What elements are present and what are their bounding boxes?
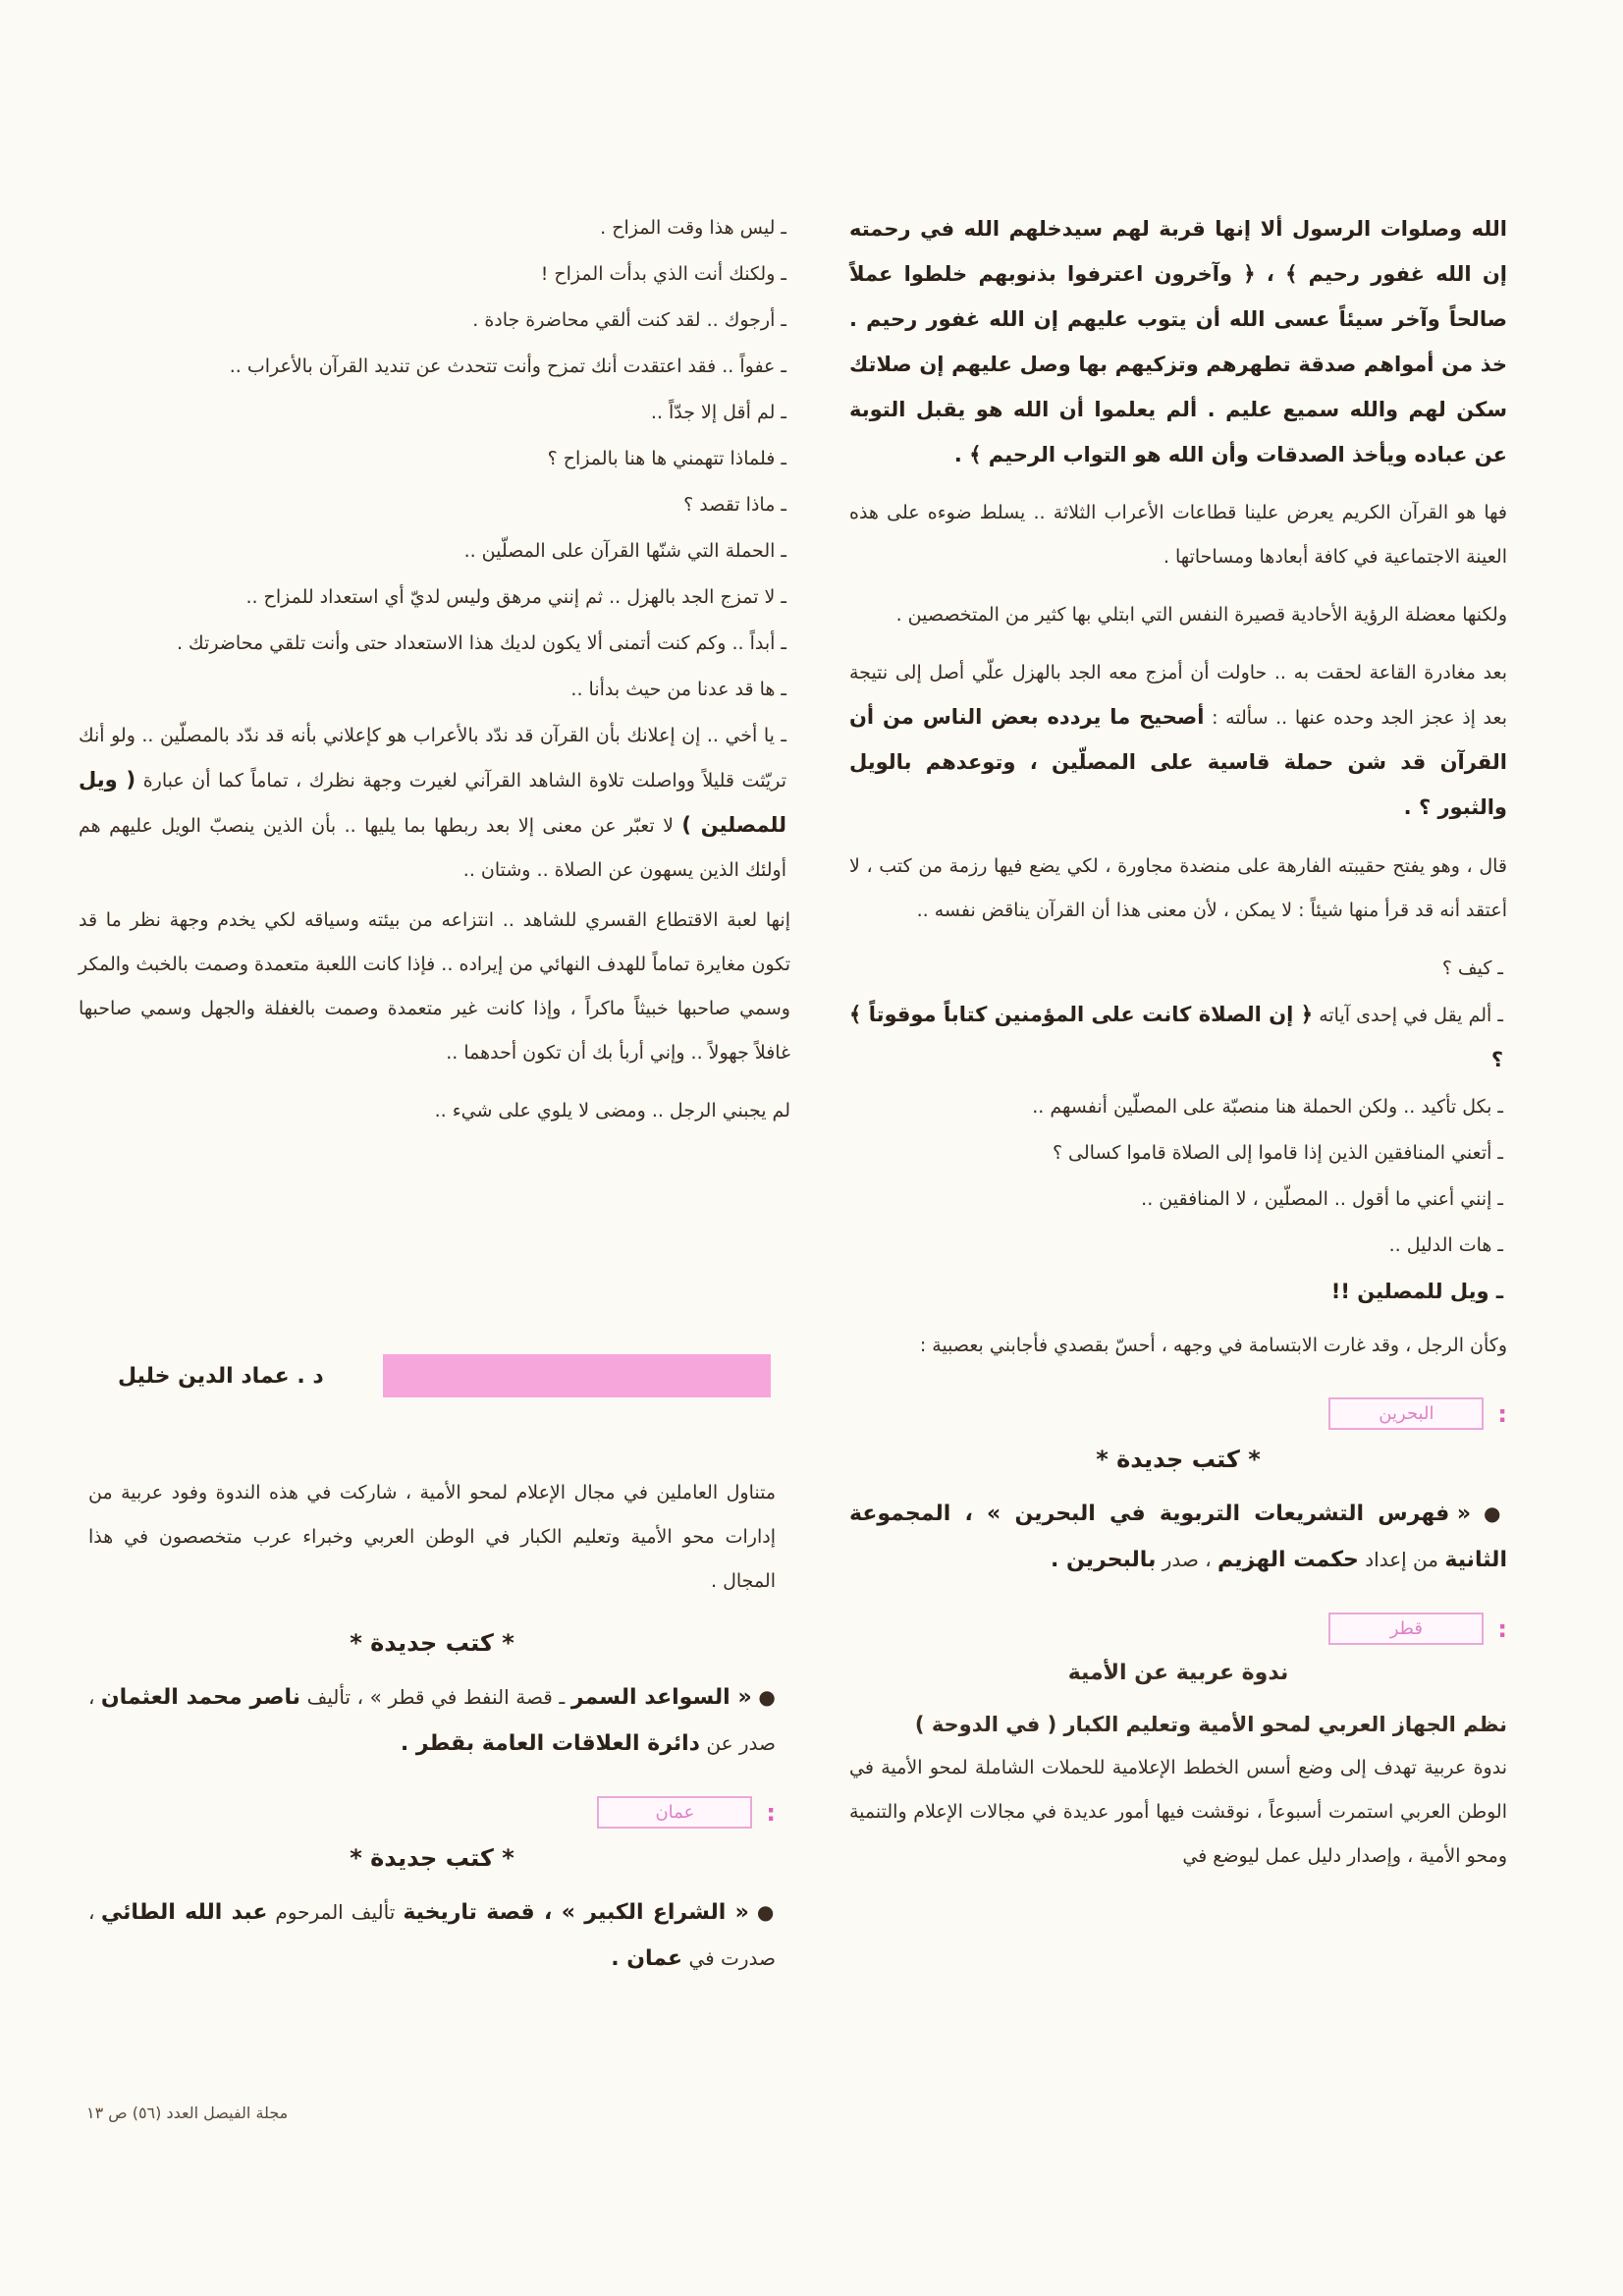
left-lower-column — [88, 1471, 776, 1999]
country-label: قطر — [1328, 1613, 1484, 1645]
bullet-icon: ● — [756, 1900, 777, 1924]
seminar-lead: نظم الجهاز العربي لمحو الأمية وتعليم الكبار ( في الدوحة ) — [914, 1713, 1507, 1736]
paragraph: إنها لعبة الاقتطاع القسري للشاهد .. انتزاعه من بيئته وسياقه لكي يخدم وجهة نظر ما قد تكون مغايرة تماماً للهدف النهائي من إيراده .. فإذا كانت اللعبة متعمدة وصمت بالخبث والمكر وسمي صاحبها خبيثاً ماكراً ، وإذا كانت غير متعمدة وصمت بالغفلة والجهل وسمي صاحبها غافلاً جهولاً .. وإني أربأ بك أن تكون أحدهما .. — [79, 909, 790, 1064]
paragraph: ندوة عربية تهدف إلى وضع أسس الخطط الإعلامية للحملات الشاملة لمحو الأمية في الوطن العربي استمرت أسبوعاً ، نوقشت فيها أمور عديدة في مجالات الإعلام والتنمية ومحو الأمية ، وإصدار دليل عمل ليوضع في — [849, 1757, 1507, 1867]
country-tag-qatar — [849, 1613, 1507, 1645]
dialogue-text: لا تعبّر عن معنى إلا بعد ربطها بما يليها .. بأن الذين ينصبّ الويل عليهم هم أولئك الذين يسهون عن الصلاة .. وشتان .. — [79, 815, 786, 881]
book-text: ـ قصة النفط في قطر » ، تأليف — [306, 1685, 566, 1709]
dialogue-line: ـ لم أقل إلا جدّاً .. — [650, 402, 786, 423]
dialogue-line: ـ إنني أعني ما أقول .. المصلّين ، لا المنافقين .. — [1141, 1188, 1503, 1210]
dialogue-line: ـ الحملة التي شنّها القرآن على المصلّين .. — [463, 540, 786, 562]
dialogue-line: ـ أتعني المنافقين الذين إذا قاموا إلى الصلاة قاموا كسالى ؟ — [1052, 1142, 1503, 1164]
colon-icon: : — [1497, 1614, 1507, 1643]
dialogue-line: ـ ويل للمصلين !! — [1330, 1280, 1503, 1303]
book-author: ناصر محمد العثمان — [100, 1685, 300, 1710]
book-author: عبد الله الطائي — [100, 1900, 268, 1925]
book-text: ، صدر — [1162, 1548, 1212, 1571]
book-entry — [849, 1491, 1507, 1583]
paragraph: وكأن الرجل ، وقد غارت الابتسامة في وجهه ، أحسّ بقصدي فأجابني بعصبية : — [919, 1335, 1507, 1356]
dialogue-line: ـ ماذا تقصد ؟ — [683, 494, 786, 516]
book-publisher: بالبحرين . — [1050, 1548, 1157, 1572]
dialogue-line: ـ بكل تأكيد .. ولكن الحملة هنا منصبّة على المصلّين أنفسهم .. — [1032, 1096, 1503, 1118]
dialogue-line: ـ ليس هذا وقت المزاح . — [600, 217, 786, 239]
bold-phrase: ( ويل للمصلين ) — [79, 768, 787, 837]
dialogue-line: ـ لا تمزج الجد بالهزل .. ثم إنني مرهق وليس لديّ أي استعداد للمزاح .. — [245, 586, 786, 608]
book-entry — [88, 1889, 776, 1982]
book-text: ، صدرت في — [88, 1900, 776, 1970]
dialogue-line: ـ ولكنك أنت الذي بدأت المزاح ! — [540, 263, 786, 285]
quran-verse: ﴿ إن الصلاة كانت على المؤمنين كتاباً موقوتاً ﴾ ؟ — [849, 1003, 1503, 1071]
author-name: د . عماد الدين خليل — [118, 1363, 324, 1389]
book-text: ، صدر عن — [88, 1685, 776, 1755]
paragraph — [849, 651, 1507, 831]
author-row — [118, 1353, 771, 1398]
section-heading: * كتب جديدة * — [350, 1844, 514, 1872]
dialogue-line: ـ هات الدليل .. — [1388, 1234, 1503, 1256]
country-tag-oman — [88, 1796, 776, 1829]
country-label: عمان — [597, 1796, 752, 1829]
dialogue-line: ـ كيف ؟ — [1441, 957, 1503, 979]
section-heading: * كتب جديدة * — [1096, 1446, 1261, 1473]
book-title: « الشراع الكبير » ، قصة تاريخية — [403, 1900, 749, 1925]
seminar-title: ندوة عربية عن الأمية — [1067, 1661, 1289, 1685]
dialogue-text: ـ يا أخي .. إن إعلانك بأن القرآن قد ندّد بالأعراب هو كإعلاني بأنه قد ندّد بالمصلّين .. ولو أنك تريّثت قليلاً وواصلت تلاوة الشاهد القرآني لغيرت وجهة نظرك ، تماماً كما أن عبارة — [79, 725, 786, 792]
dialogue-line: ـ ها قد عدنا من حيث بدأنا .. — [570, 679, 786, 700]
bullet-icon: ● — [1484, 1502, 1507, 1525]
decorative-bar — [383, 1354, 771, 1397]
right-column — [849, 206, 1507, 1892]
paragraph-text: بعد مغادرة القاعة لحقت به .. حاولت أن أمزج معه الجد بالهزل علّي أصل إلى نتيجة بعد إذ عجز الجد وحده عنها .. سألته : — [849, 662, 1507, 729]
book-publisher: دائرة العلاقات العامة بقطر . — [400, 1731, 700, 1756]
paragraph: لم يجبني الرجل .. ومضى لا يلوي على شيء .. — [434, 1100, 790, 1121]
dialogue-line: ـ عفواً .. فقد اعتقدت أنك تمزح وأنت تتحدث عن تنديد القرآن بالأعراب .. — [229, 355, 786, 377]
quran-passage: الله وصلوات الرسول ألا إنها قربة لهم سيدخلهم الله في رحمته إن الله غفور رحيم ﴾ ، ﴿ وآخرون اعترفوا بذنوبهم خلطوا عملاً صالحاً وآخر سيئاً عسى الله أن يتوب عليهم إن الله غفور رحيم . خذ من أمواهم صدقة تطهرهم وتزكيهم بها وصل عليهم إن صلاتك سكن لهم والله سميع عليم . ألم يعلموا أن الله هو يقبل التوبة عن عباده ويأخذ الصدقات وأن الله هو التواب الرحيم ﴾ . — [849, 217, 1507, 466]
dialogue-line: ـ أبداً .. وكم كنت أتمنى ألا يكون لديك هذا الاستعداد حتى وأنت تلقي محاضرتك . — [176, 632, 786, 654]
book-entry — [88, 1674, 776, 1767]
book-author: حكمت الهزيم — [1217, 1548, 1359, 1572]
paragraph: قال ، وهو يفتح حقيبته الفارهة على منضدة مجاورة ، لكي يضع فيها رزمة من كتب ، لا أعتقد أنه قد قرأ منها شيئاً : لا يمكن ، لأن معنى هذا أن القرآن يناقض نفسه .. — [849, 855, 1507, 921]
book-publisher: عمان . — [611, 1946, 683, 1971]
colon-icon: : — [766, 1798, 776, 1827]
book-text: من إعداد — [1365, 1548, 1438, 1571]
country-tag-bahrain — [849, 1397, 1507, 1430]
page-footer: مجلة الفيصل العدد (٥٦) ص ١٣ — [86, 2104, 289, 2122]
paragraph: فها هو القرآن الكريم يعرض علينا قطاعات الأعراب الثلاثة .. يسلط ضوءه على هذه العينة الاجتماعية في كافة أبعادها ومساحاتها . — [849, 502, 1507, 568]
left-column — [79, 206, 790, 1147]
bullet-icon: ● — [758, 1685, 776, 1709]
paragraph: متناول العاملين في مجال الإعلام لمحو الأمية ، شاركت في هذه الندوة وفود عربية من إدارات محو الأمية وتعليم الكبار في الوطن العربي وخبراء عرب متخصصون في هذا المجال . — [88, 1482, 776, 1592]
dialogue-text: ـ ألم يقل في إحدى آياته — [1319, 1005, 1503, 1026]
section-heading: * كتب جديدة * — [350, 1629, 514, 1657]
paragraph: ولكنها معضلة الرؤية الأحادية قصيرة النفس التي ابتلي بها كثير من المتخصصين . — [895, 604, 1507, 626]
dialogue-line — [79, 714, 790, 893]
book-text: تأليف المرحوم — [275, 1900, 396, 1924]
colon-icon: : — [1497, 1399, 1507, 1428]
country-label: البحرين — [1328, 1397, 1484, 1430]
dialogue-line: ـ فلماذا تتهمني ها هنا بالمزاح ؟ — [547, 448, 786, 469]
dialogue-line — [849, 993, 1507, 1083]
book-title: « فهرس التشريعات التربوية في البحرين » ، المجموعة الثانية — [849, 1502, 1507, 1572]
book-title: « السواعد السمر — [570, 1685, 752, 1710]
dialogue-line: ـ أرجوك .. لقد كنت ألقي محاضرة جادة . — [472, 309, 786, 331]
bold-question: أصحيح ما يردده بعض الناس من أن القرآن قد شن حملة قاسية على المصلّين ، وتوعدهم بالويل والثبور ؟ . — [849, 705, 1507, 819]
